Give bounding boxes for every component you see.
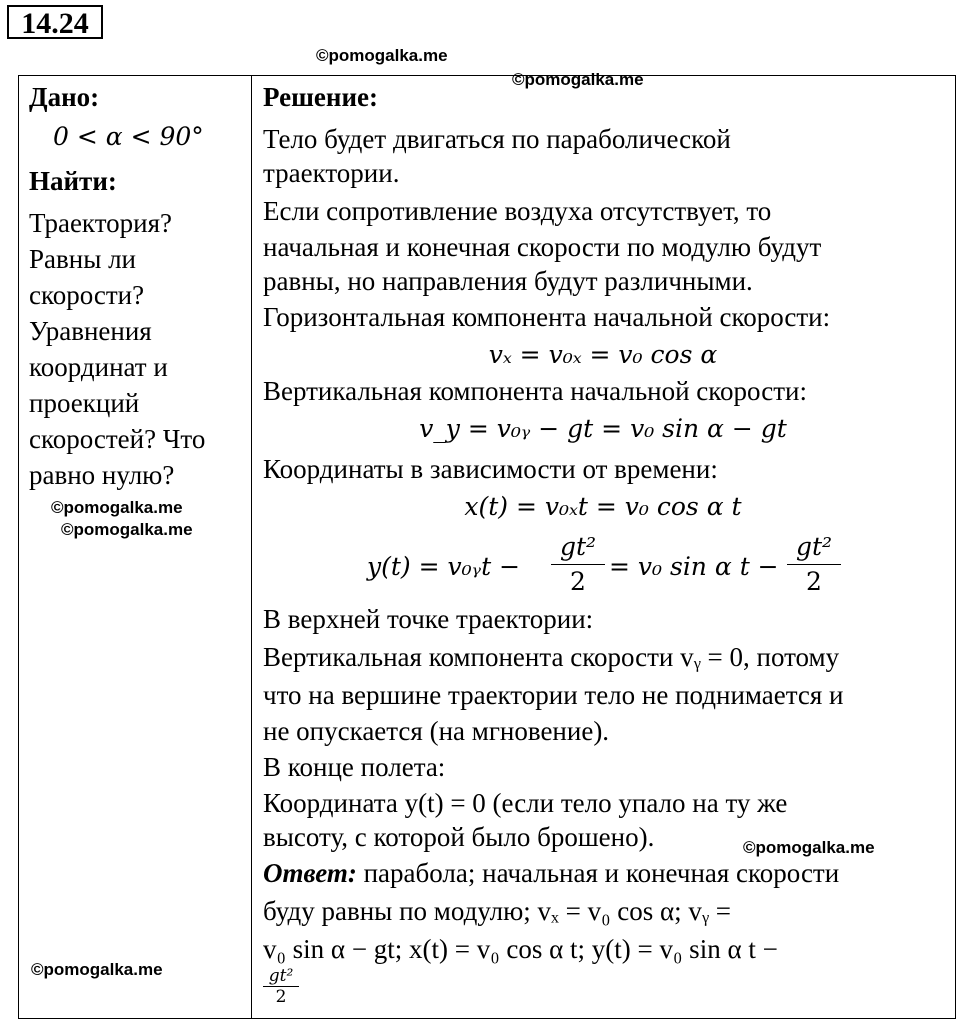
solution-text: начальная и конечная скорости по модулю будут [263,232,822,262]
h-component-label: Горизонтальная компонента начальной скорости: [263,302,831,332]
solution-heading: Решение: [263,82,378,112]
find-line: координат и [29,352,168,382]
column-divider [251,76,252,1018]
coords-label: Координаты в зависимости от времени: [263,454,718,484]
v-component-label: Вертикальная компонента начальной скорости: [263,376,807,406]
given-heading: Дано: [29,82,100,112]
equation-y-left: y(t) = v₀ᵧt − [367,552,521,581]
find-line: равно нулю? [29,460,175,490]
solution-text: высоту, с которой было брошено). [263,822,655,852]
find-line: скорости? [29,280,145,310]
answer-label: Ответ: [263,858,357,888]
fraction [787,532,841,597]
fraction [551,532,605,597]
solution-table [18,75,956,1019]
answer-fraction [263,966,299,1007]
fraction-denominator: 2 [275,987,287,1007]
fraction-bar [787,564,841,565]
watermark: ©pomogalka.me [51,498,183,517]
equation-vx: vₓ = v₀ₓ = v₀ cos α [488,340,718,369]
fraction-numerator: gt² [268,966,294,986]
solution-text: Вертикальная компонента скорости vᵧ = 0, потому [263,642,840,672]
find-line: Равны ли [29,244,137,274]
given-condition: 0 < α < 90° [53,122,204,151]
fraction-numerator: gt² [559,532,597,561]
equation-vy: v_y = v₀ᵧ − gt = v₀ sin α − gt [419,414,787,443]
fraction-numerator: gt² [795,532,833,561]
solution-text: Координата y(t) = 0 (если тело упало на ту же [263,788,788,818]
answer-line: v₀ sin α − gt; x(t) = v₀ cos α t; y(t) = v₀ sin α t − [263,934,778,964]
solution-text: Тело будет двигаться по параболической [263,124,731,154]
answer-text: парабола; начальная и конечная скорости [356,858,840,888]
watermark: ©pomogalka.me [512,70,644,89]
watermark: ©pomogalka.me [316,46,448,65]
watermark: ©pomogalka.me [31,960,163,979]
watermark: ©pomogalka.me [743,838,875,857]
find-heading: Найти: [29,166,117,196]
equation-x: x(t) = v₀ₓt = v₀ cos α t [464,492,742,521]
find-line: проекций [29,388,140,418]
find-line: Уравнения [29,316,152,346]
find-line: скоростей? Что [29,424,206,454]
fraction-bar [551,564,605,565]
solution-text: траектории. [263,158,400,188]
solution-text: Если сопротивление воздуха отсутствует, то [263,196,772,226]
problem-number: 14.24 [7,5,103,39]
top-point-label: В верхней точке траектории: [263,604,594,634]
solution-text: не опускается (на мгновение). [263,716,610,746]
solution-text: что на вершине траектории тело не поднимается и [263,680,844,710]
answer-line: буду равны по модулю; vₓ = v₀ cos α; vᵧ = [263,896,732,926]
find-line: Траектория? [29,208,172,238]
answer-line [263,856,839,890]
fraction-denominator: 2 [570,567,586,596]
solution-text: равны, но направления будут различными. [263,266,753,296]
watermark: ©pomogalka.me [61,520,193,539]
equation-y-mid: = v₀ sin α t − [609,552,779,581]
fraction-denominator: 2 [806,567,822,596]
end-label: В конце полета: [263,752,446,782]
